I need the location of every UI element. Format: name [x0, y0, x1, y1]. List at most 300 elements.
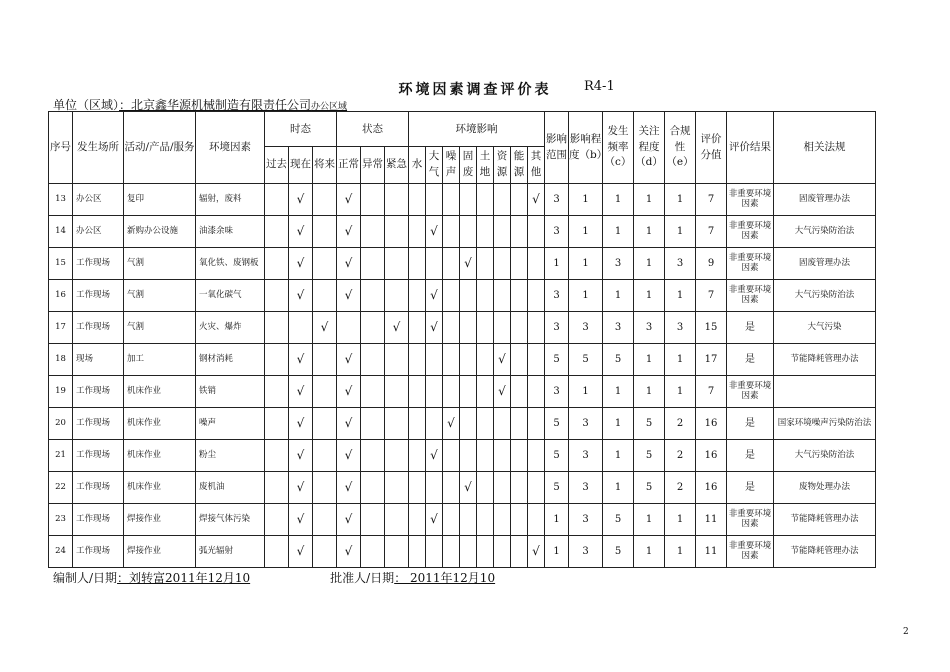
- row-check-cell: [511, 504, 528, 536]
- row-result: 非重要环境因素: [727, 280, 774, 312]
- row-check-cell: [313, 312, 337, 344]
- row-frequency: 1: [603, 216, 634, 248]
- row-score: 16: [696, 408, 727, 440]
- row-check-cell: [477, 280, 494, 312]
- row-check-cell: [460, 440, 477, 472]
- row-check-cell: [337, 472, 361, 504]
- row-check-cell: [409, 408, 426, 440]
- row-check-cell: [443, 536, 460, 568]
- row-range: 1: [545, 248, 569, 280]
- header-impact-other: 其他: [528, 147, 545, 184]
- row-check-cell: [460, 312, 477, 344]
- row-degree: 3: [569, 504, 603, 536]
- row-result: 非重要环境因素: [727, 248, 774, 280]
- row-seq: 21: [49, 440, 73, 472]
- row-check-cell: [460, 344, 477, 376]
- row-factor: 废机油: [196, 472, 265, 504]
- header-result: 评价结果: [727, 112, 774, 184]
- row-check-cell: [409, 440, 426, 472]
- row-check-cell: [337, 248, 361, 280]
- header-factor: 环境因素: [196, 112, 265, 184]
- row-frequency: 1: [603, 440, 634, 472]
- row-concern: 3: [634, 312, 665, 344]
- row-check-cell: [265, 344, 289, 376]
- row-check-cell: [477, 344, 494, 376]
- header-degree: 影响程度（b）: [569, 112, 603, 184]
- row-check-cell: [494, 472, 511, 504]
- row-check-cell: [409, 248, 426, 280]
- row-check-cell: [265, 536, 289, 568]
- row-check-cell: [426, 312, 443, 344]
- row-check-cell: [494, 440, 511, 472]
- check-mark: √: [344, 223, 353, 238]
- row-check-cell: [289, 344, 313, 376]
- row-check-cell: [289, 312, 313, 344]
- row-check-cell: [460, 376, 477, 408]
- row-check-cell: [528, 408, 545, 440]
- row-degree: 1: [569, 248, 603, 280]
- row-frequency: 5: [603, 536, 634, 568]
- row-activity: 气割: [124, 312, 196, 344]
- row-check-cell: [313, 216, 337, 248]
- table-row: [49, 344, 876, 376]
- row-law: 大气污染防治法: [774, 216, 876, 248]
- row-result: 非重要环境因素: [727, 184, 774, 216]
- row-check-cell: [337, 408, 361, 440]
- check-mark: √: [430, 223, 438, 238]
- approver-value: ： 2011年12月10: [394, 571, 496, 585]
- row-check-cell: [494, 280, 511, 312]
- row-check-cell: [460, 472, 477, 504]
- row-result: 是: [727, 408, 774, 440]
- row-check-cell: [426, 248, 443, 280]
- row-seq: 20: [49, 408, 73, 440]
- footer-line: [53, 569, 537, 586]
- row-check-cell: [426, 216, 443, 248]
- check-mark: √: [344, 287, 353, 302]
- row-activity: 新购办公设施: [124, 216, 196, 248]
- row-result: 是: [727, 344, 774, 376]
- row-check-cell: [443, 248, 460, 280]
- title-text: 环境因素调查评价表: [398, 82, 552, 98]
- row-check-cell: [460, 184, 477, 216]
- row-check-cell: [477, 312, 494, 344]
- row-check-cell: [477, 408, 494, 440]
- row-check-cell: [337, 440, 361, 472]
- row-place: 办公区: [73, 216, 124, 248]
- row-check-cell: [337, 536, 361, 568]
- check-mark: √: [532, 543, 540, 558]
- row-result: 是: [727, 312, 774, 344]
- row-check-cell: [409, 312, 426, 344]
- check-mark: √: [296, 351, 305, 366]
- row-check-cell: [265, 184, 289, 216]
- row-activity: 机床作业: [124, 440, 196, 472]
- row-seq: 19: [49, 376, 73, 408]
- row-check-cell: [426, 344, 443, 376]
- check-mark: √: [344, 255, 353, 270]
- header-frequency: 发生频率（c）: [603, 112, 634, 184]
- row-place: 工作现场: [73, 536, 124, 568]
- check-mark: √: [532, 191, 540, 206]
- row-check-cell: [528, 344, 545, 376]
- row-check-cell: [361, 216, 385, 248]
- row-check-cell: [337, 216, 361, 248]
- row-check-cell: [265, 504, 289, 536]
- check-mark: √: [430, 319, 438, 334]
- row-check-cell: [443, 472, 460, 504]
- row-check-cell: [511, 280, 528, 312]
- row-law: 固废管理办法: [774, 184, 876, 216]
- row-law: 节能降耗管理办法: [774, 344, 876, 376]
- row-check-cell: [528, 376, 545, 408]
- check-mark: √: [344, 351, 353, 366]
- row-check-cell: [443, 216, 460, 248]
- row-check-cell: [477, 184, 494, 216]
- row-place: 办公区: [73, 184, 124, 216]
- header-impact-water: 水: [409, 147, 426, 184]
- row-check-cell: [409, 504, 426, 536]
- row-factor: 一氧化碳气: [196, 280, 265, 312]
- row-concern: 1: [634, 376, 665, 408]
- row-legal: 1: [665, 504, 696, 536]
- row-degree: 1: [569, 216, 603, 248]
- row-place: 现场: [73, 344, 124, 376]
- row-check-cell: [361, 536, 385, 568]
- row-range: 3: [545, 184, 569, 216]
- row-check-cell: [511, 216, 528, 248]
- row-check-cell: [477, 248, 494, 280]
- row-check-cell: [477, 216, 494, 248]
- row-legal: 1: [665, 184, 696, 216]
- row-check-cell: [265, 312, 289, 344]
- row-score: 9: [696, 248, 727, 280]
- row-check-cell: [361, 440, 385, 472]
- row-check-cell: [409, 344, 426, 376]
- row-law: 大气污染防治法: [774, 280, 876, 312]
- row-factor: 焊接气体污染: [196, 504, 265, 536]
- row-concern: 1: [634, 344, 665, 376]
- row-result: 非重要环境因素: [727, 536, 774, 568]
- row-check-cell: [477, 472, 494, 504]
- row-check-cell: [361, 184, 385, 216]
- row-concern: 1: [634, 280, 665, 312]
- header-tense-future: 将来: [313, 147, 337, 184]
- check-mark: √: [498, 351, 506, 366]
- row-check-cell: [361, 472, 385, 504]
- row-frequency: 5: [603, 344, 634, 376]
- row-check-cell: [265, 408, 289, 440]
- row-degree: 1: [569, 280, 603, 312]
- row-concern: 5: [634, 472, 665, 504]
- row-check-cell: [385, 344, 409, 376]
- row-check-cell: [265, 472, 289, 504]
- row-check-cell: [426, 376, 443, 408]
- header-impact-soil: 土地: [477, 147, 494, 184]
- row-check-cell: [409, 216, 426, 248]
- header-impact-air: 大气: [426, 147, 443, 184]
- row-degree: 3: [569, 440, 603, 472]
- row-check-cell: [511, 376, 528, 408]
- row-check-cell: [289, 376, 313, 408]
- row-score: 11: [696, 504, 727, 536]
- row-factor: 氧化铁、废钢板: [196, 248, 265, 280]
- row-check-cell: [313, 184, 337, 216]
- row-check-cell: [385, 472, 409, 504]
- row-place: 工作现场: [73, 248, 124, 280]
- row-check-cell: [426, 280, 443, 312]
- row-place: 工作现场: [73, 376, 124, 408]
- check-mark: √: [344, 447, 353, 462]
- row-activity: 机床作业: [124, 376, 196, 408]
- row-check-cell: [528, 248, 545, 280]
- row-check-cell: [265, 376, 289, 408]
- header-state-abnormal: 异常: [361, 147, 385, 184]
- row-seq: 17: [49, 312, 73, 344]
- row-check-cell: [313, 280, 337, 312]
- row-check-cell: [337, 376, 361, 408]
- row-activity: 气割: [124, 248, 196, 280]
- row-degree: 5: [569, 344, 603, 376]
- row-degree: 3: [569, 472, 603, 504]
- row-check-cell: [289, 440, 313, 472]
- row-check-cell: [313, 408, 337, 440]
- check-mark: √: [296, 191, 305, 206]
- row-legal: 2: [665, 440, 696, 472]
- row-range: 5: [545, 408, 569, 440]
- row-check-cell: [361, 344, 385, 376]
- header-impact-resource: 资源: [494, 147, 511, 184]
- row-legal: 1: [665, 376, 696, 408]
- row-check-cell: [443, 504, 460, 536]
- row-factor: 弧光辐射: [196, 536, 265, 568]
- row-check-cell: [443, 408, 460, 440]
- header-score: 评价分值: [696, 112, 727, 184]
- row-check-cell: [313, 504, 337, 536]
- row-activity: 机床作业: [124, 408, 196, 440]
- row-check-cell: [385, 280, 409, 312]
- check-mark: √: [296, 447, 305, 462]
- row-check-cell: [477, 440, 494, 472]
- row-range: 3: [545, 376, 569, 408]
- header-impact-energy: 能源: [511, 147, 528, 184]
- row-check-cell: [528, 312, 545, 344]
- row-score: 7: [696, 376, 727, 408]
- row-range: 5: [545, 344, 569, 376]
- row-activity: 机床作业: [124, 472, 196, 504]
- row-check-cell: [443, 440, 460, 472]
- row-concern: 1: [634, 504, 665, 536]
- row-seq: 13: [49, 184, 73, 216]
- maker-value: ：刘转富2011年12月10: [117, 571, 251, 585]
- check-mark: √: [320, 319, 329, 334]
- header-concern: 关注程度（d）: [634, 112, 665, 184]
- unit-suffix: 办公区域: [311, 102, 348, 112]
- row-frequency: 1: [603, 376, 634, 408]
- row-result: 非重要环境因素: [727, 216, 774, 248]
- row-frequency: 1: [603, 184, 634, 216]
- row-seq: 14: [49, 216, 73, 248]
- row-check-cell: [528, 440, 545, 472]
- row-check-cell: [494, 216, 511, 248]
- row-range: 1: [545, 536, 569, 568]
- row-check-cell: [265, 216, 289, 248]
- header-place: 发生场所: [73, 112, 124, 184]
- table-row: [49, 312, 876, 344]
- row-legal: 1: [665, 280, 696, 312]
- table-row: [49, 536, 876, 568]
- row-place: 工作现场: [73, 408, 124, 440]
- row-check-cell: [511, 472, 528, 504]
- row-place: 工作现场: [73, 504, 124, 536]
- check-mark: √: [344, 479, 353, 494]
- row-check-cell: [361, 312, 385, 344]
- row-score: 17: [696, 344, 727, 376]
- row-place: 工作现场: [73, 280, 124, 312]
- row-check-cell: [511, 312, 528, 344]
- row-place: 工作现场: [73, 440, 124, 472]
- row-score: 7: [696, 280, 727, 312]
- row-factor: 粉尘: [196, 440, 265, 472]
- row-check-cell: [265, 280, 289, 312]
- row-score: 16: [696, 472, 727, 504]
- header-state: 状态: [337, 112, 409, 147]
- check-mark: √: [296, 255, 305, 270]
- header-activity: 活动/产品/服务: [124, 112, 196, 184]
- row-check-cell: [426, 440, 443, 472]
- table-row: [49, 504, 876, 536]
- row-check-cell: [443, 184, 460, 216]
- row-legal: 3: [665, 312, 696, 344]
- row-check-cell: [443, 312, 460, 344]
- row-degree: 1: [569, 376, 603, 408]
- header-tense-now: 现在: [289, 147, 313, 184]
- row-check-cell: [385, 408, 409, 440]
- row-score: 16: [696, 440, 727, 472]
- row-check-cell: [289, 184, 313, 216]
- row-check-cell: [477, 536, 494, 568]
- row-check-cell: [385, 536, 409, 568]
- row-check-cell: [385, 376, 409, 408]
- row-check-cell: [494, 536, 511, 568]
- row-check-cell: [337, 344, 361, 376]
- row-check-cell: [337, 184, 361, 216]
- row-factor: 铁销: [196, 376, 265, 408]
- row-check-cell: [265, 440, 289, 472]
- row-check-cell: [337, 280, 361, 312]
- row-check-cell: [409, 280, 426, 312]
- row-seq: 16: [49, 280, 73, 312]
- row-legal: 3: [665, 248, 696, 280]
- row-range: 3: [545, 280, 569, 312]
- check-mark: √: [344, 543, 353, 558]
- row-concern: 5: [634, 440, 665, 472]
- row-frequency: 3: [603, 312, 634, 344]
- row-legal: 1: [665, 536, 696, 568]
- row-result: 非重要环境因素: [727, 376, 774, 408]
- row-check-cell: [409, 376, 426, 408]
- check-mark: √: [447, 415, 455, 430]
- row-range: 5: [545, 472, 569, 504]
- table-row: [49, 472, 876, 504]
- header-range: 影响范围: [545, 112, 569, 184]
- row-check-cell: [477, 376, 494, 408]
- row-check-cell: [426, 184, 443, 216]
- row-check-cell: [494, 408, 511, 440]
- check-mark: √: [430, 287, 438, 302]
- row-check-cell: [528, 536, 545, 568]
- row-check-cell: [511, 408, 528, 440]
- unit-label: 单位（区域）: [53, 98, 120, 112]
- row-activity: 气割: [124, 280, 196, 312]
- row-activity: 加工: [124, 344, 196, 376]
- check-mark: √: [296, 479, 305, 494]
- row-activity: 焊接作业: [124, 504, 196, 536]
- row-check-cell: [409, 184, 426, 216]
- check-mark: √: [296, 223, 305, 238]
- row-check-cell: [460, 216, 477, 248]
- table-row: [49, 216, 876, 248]
- check-mark: √: [344, 383, 353, 398]
- header-impact-solid: 固废: [460, 147, 477, 184]
- check-mark: √: [498, 383, 506, 398]
- row-check-cell: [443, 376, 460, 408]
- row-law: 废物处理办法: [774, 472, 876, 504]
- row-check-cell: [313, 472, 337, 504]
- row-check-cell: [460, 280, 477, 312]
- row-check-cell: [511, 536, 528, 568]
- row-check-cell: [385, 248, 409, 280]
- row-activity: 焊接作业: [124, 536, 196, 568]
- row-legal: 1: [665, 216, 696, 248]
- row-check-cell: [385, 216, 409, 248]
- row-check-cell: [337, 312, 361, 344]
- check-mark: √: [296, 383, 305, 398]
- row-frequency: 1: [603, 472, 634, 504]
- header-seq: 序号: [49, 112, 73, 184]
- check-mark: √: [344, 191, 353, 206]
- check-mark: √: [464, 479, 472, 494]
- check-mark: √: [296, 511, 305, 526]
- row-check-cell: [313, 376, 337, 408]
- check-mark: √: [464, 255, 472, 270]
- row-seq: 18: [49, 344, 73, 376]
- row-check-cell: [426, 504, 443, 536]
- header-impact: 环境影响: [409, 112, 545, 147]
- row-law: 节能降耗管理办法: [774, 536, 876, 568]
- row-check-cell: [426, 472, 443, 504]
- row-check-cell: [385, 440, 409, 472]
- check-mark: √: [296, 543, 305, 558]
- header-state-emergency: 紧急: [385, 147, 409, 184]
- row-check-cell: [528, 216, 545, 248]
- table-row: [49, 408, 876, 440]
- row-check-cell: [511, 248, 528, 280]
- row-check-cell: [385, 184, 409, 216]
- row-check-cell: [460, 536, 477, 568]
- header-state-normal: 正常: [337, 147, 361, 184]
- row-check-cell: [528, 472, 545, 504]
- header-legal: 合规性（e）: [665, 112, 696, 184]
- row-check-cell: [289, 504, 313, 536]
- row-law: 大气污染防治法: [774, 440, 876, 472]
- check-mark: √: [296, 415, 305, 430]
- table-row: [49, 440, 876, 472]
- check-mark: √: [296, 287, 305, 302]
- row-check-cell: [289, 536, 313, 568]
- row-check-cell: [385, 504, 409, 536]
- row-law: 固废管理办法: [774, 248, 876, 280]
